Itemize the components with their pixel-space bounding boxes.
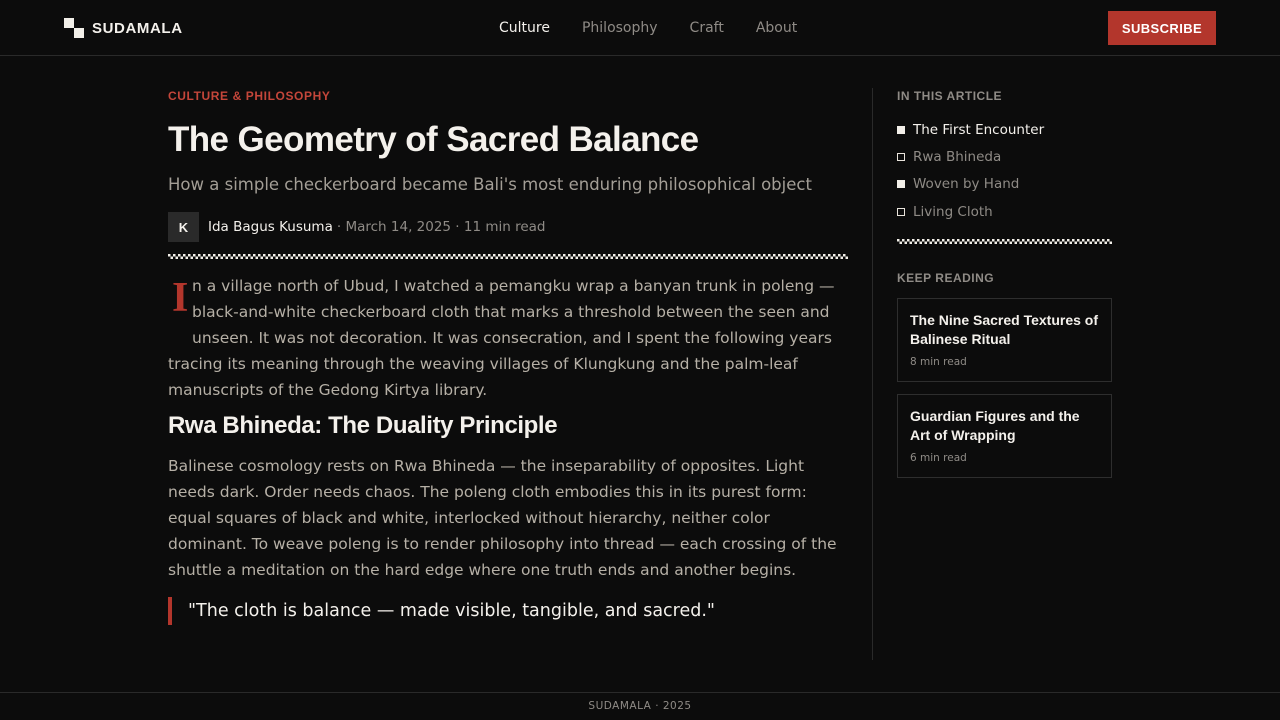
top-nav-bar (0, 0, 1280, 56)
toc-item-first-encounter[interactable] (897, 116, 1112, 143)
related-article-card[interactable] (897, 394, 1112, 478)
nav-item-craft[interactable]: Craft (689, 20, 724, 36)
filled-square-icon (897, 126, 905, 134)
related-article-title: Guardian Figures and the Art of Wrapping (910, 408, 1080, 444)
toc-item-label: Rwa Bhineda (913, 148, 1002, 165)
sidebar (897, 88, 1112, 478)
related-article-meta: 8 min read (910, 356, 967, 369)
pull-quote: "The cloth is balance — made visible, tangible, and sacred." (168, 597, 848, 625)
lead-paragraph (168, 273, 848, 403)
article-meta: · March 14, 2025 · 11 min read (336, 219, 546, 235)
section-paragraph: Balinese cosmology rests on Rwa Bhineda — the inseparability of opposites. Light needs dark. Order needs chaos. The poleng cloth embodies this in its purest form: equal squares of black and white, interlocked without hierarchy, neither color dominant. To weave poleng is to render philosophy into thread — each crossing of the shuttle a meditation on the hard edge where one truth ends and another begins. (168, 457, 837, 579)
checkerboard-divider (897, 239, 1112, 244)
lead-text: n a village north of Ubud, I watched a pemangku wrap a banyan trunk in poleng — black-and-white checkerboard cloth that marks a threshold between the seen and unseen. It was not decoration. It was consecration, and I spent the following years tracing its meaning through the weaving villages of Klungkung and the palm-leaf manuscripts of the Gedong Kirtya library. (168, 277, 835, 399)
brand-name: SUDAMALA (92, 19, 183, 37)
byline (168, 212, 848, 242)
article (168, 88, 848, 625)
toc-item-label: Woven by Hand (913, 176, 1020, 193)
brand-logo[interactable] (64, 18, 183, 38)
keep-reading (897, 270, 1112, 478)
author-name[interactable]: Ida Bagus Kusuma (208, 219, 333, 235)
table-of-contents (897, 116, 1112, 225)
sidebar-divider (872, 88, 873, 660)
author-avatar: K (168, 212, 199, 242)
toc-item-label: The First Encounter (913, 121, 1045, 138)
nav-item-about[interactable]: About (755, 20, 798, 36)
related-article-title: The Nine Sacred Textures of Balinese Ritual (910, 312, 1099, 348)
drop-cap: I (172, 275, 189, 321)
toc-item-living-cloth[interactable] (897, 198, 1112, 225)
related-article-meta: 6 min read (910, 452, 967, 465)
footer-text: SUDAMALA · 2025 (588, 700, 692, 712)
toc-heading: IN THIS ARTICLE (897, 89, 1003, 103)
toc-item-label: Living Cloth (913, 203, 993, 220)
toc-item-rwa-bhineda[interactable] (897, 143, 1112, 170)
hollow-square-icon (897, 153, 905, 161)
checkerboard-divider (168, 254, 848, 259)
article-category[interactable]: CULTURE & PHILOSOPHY (168, 89, 331, 103)
nav-item-culture[interactable]: Culture (499, 20, 550, 36)
article-title: The Geometry of Sacred Balance (168, 120, 699, 159)
checker-logo-icon (64, 18, 84, 38)
related-article-card[interactable] (897, 298, 1112, 382)
nav-item-philosophy[interactable]: Philosophy (581, 20, 658, 36)
toc-item-woven-by-hand[interactable] (897, 171, 1112, 198)
hollow-square-icon (897, 208, 905, 216)
subscribe-button[interactable]: SUBSCRIBE (1108, 11, 1216, 45)
keep-reading-heading: KEEP READING (897, 271, 995, 286)
main-nav (499, 18, 797, 38)
footer (0, 692, 1280, 720)
section-heading: Rwa Bhineda: The Duality Principle (168, 412, 558, 439)
article-subtitle: How a simple checkerboard became Bali's most enduring philosophical object (168, 175, 812, 194)
filled-square-icon (897, 180, 905, 188)
